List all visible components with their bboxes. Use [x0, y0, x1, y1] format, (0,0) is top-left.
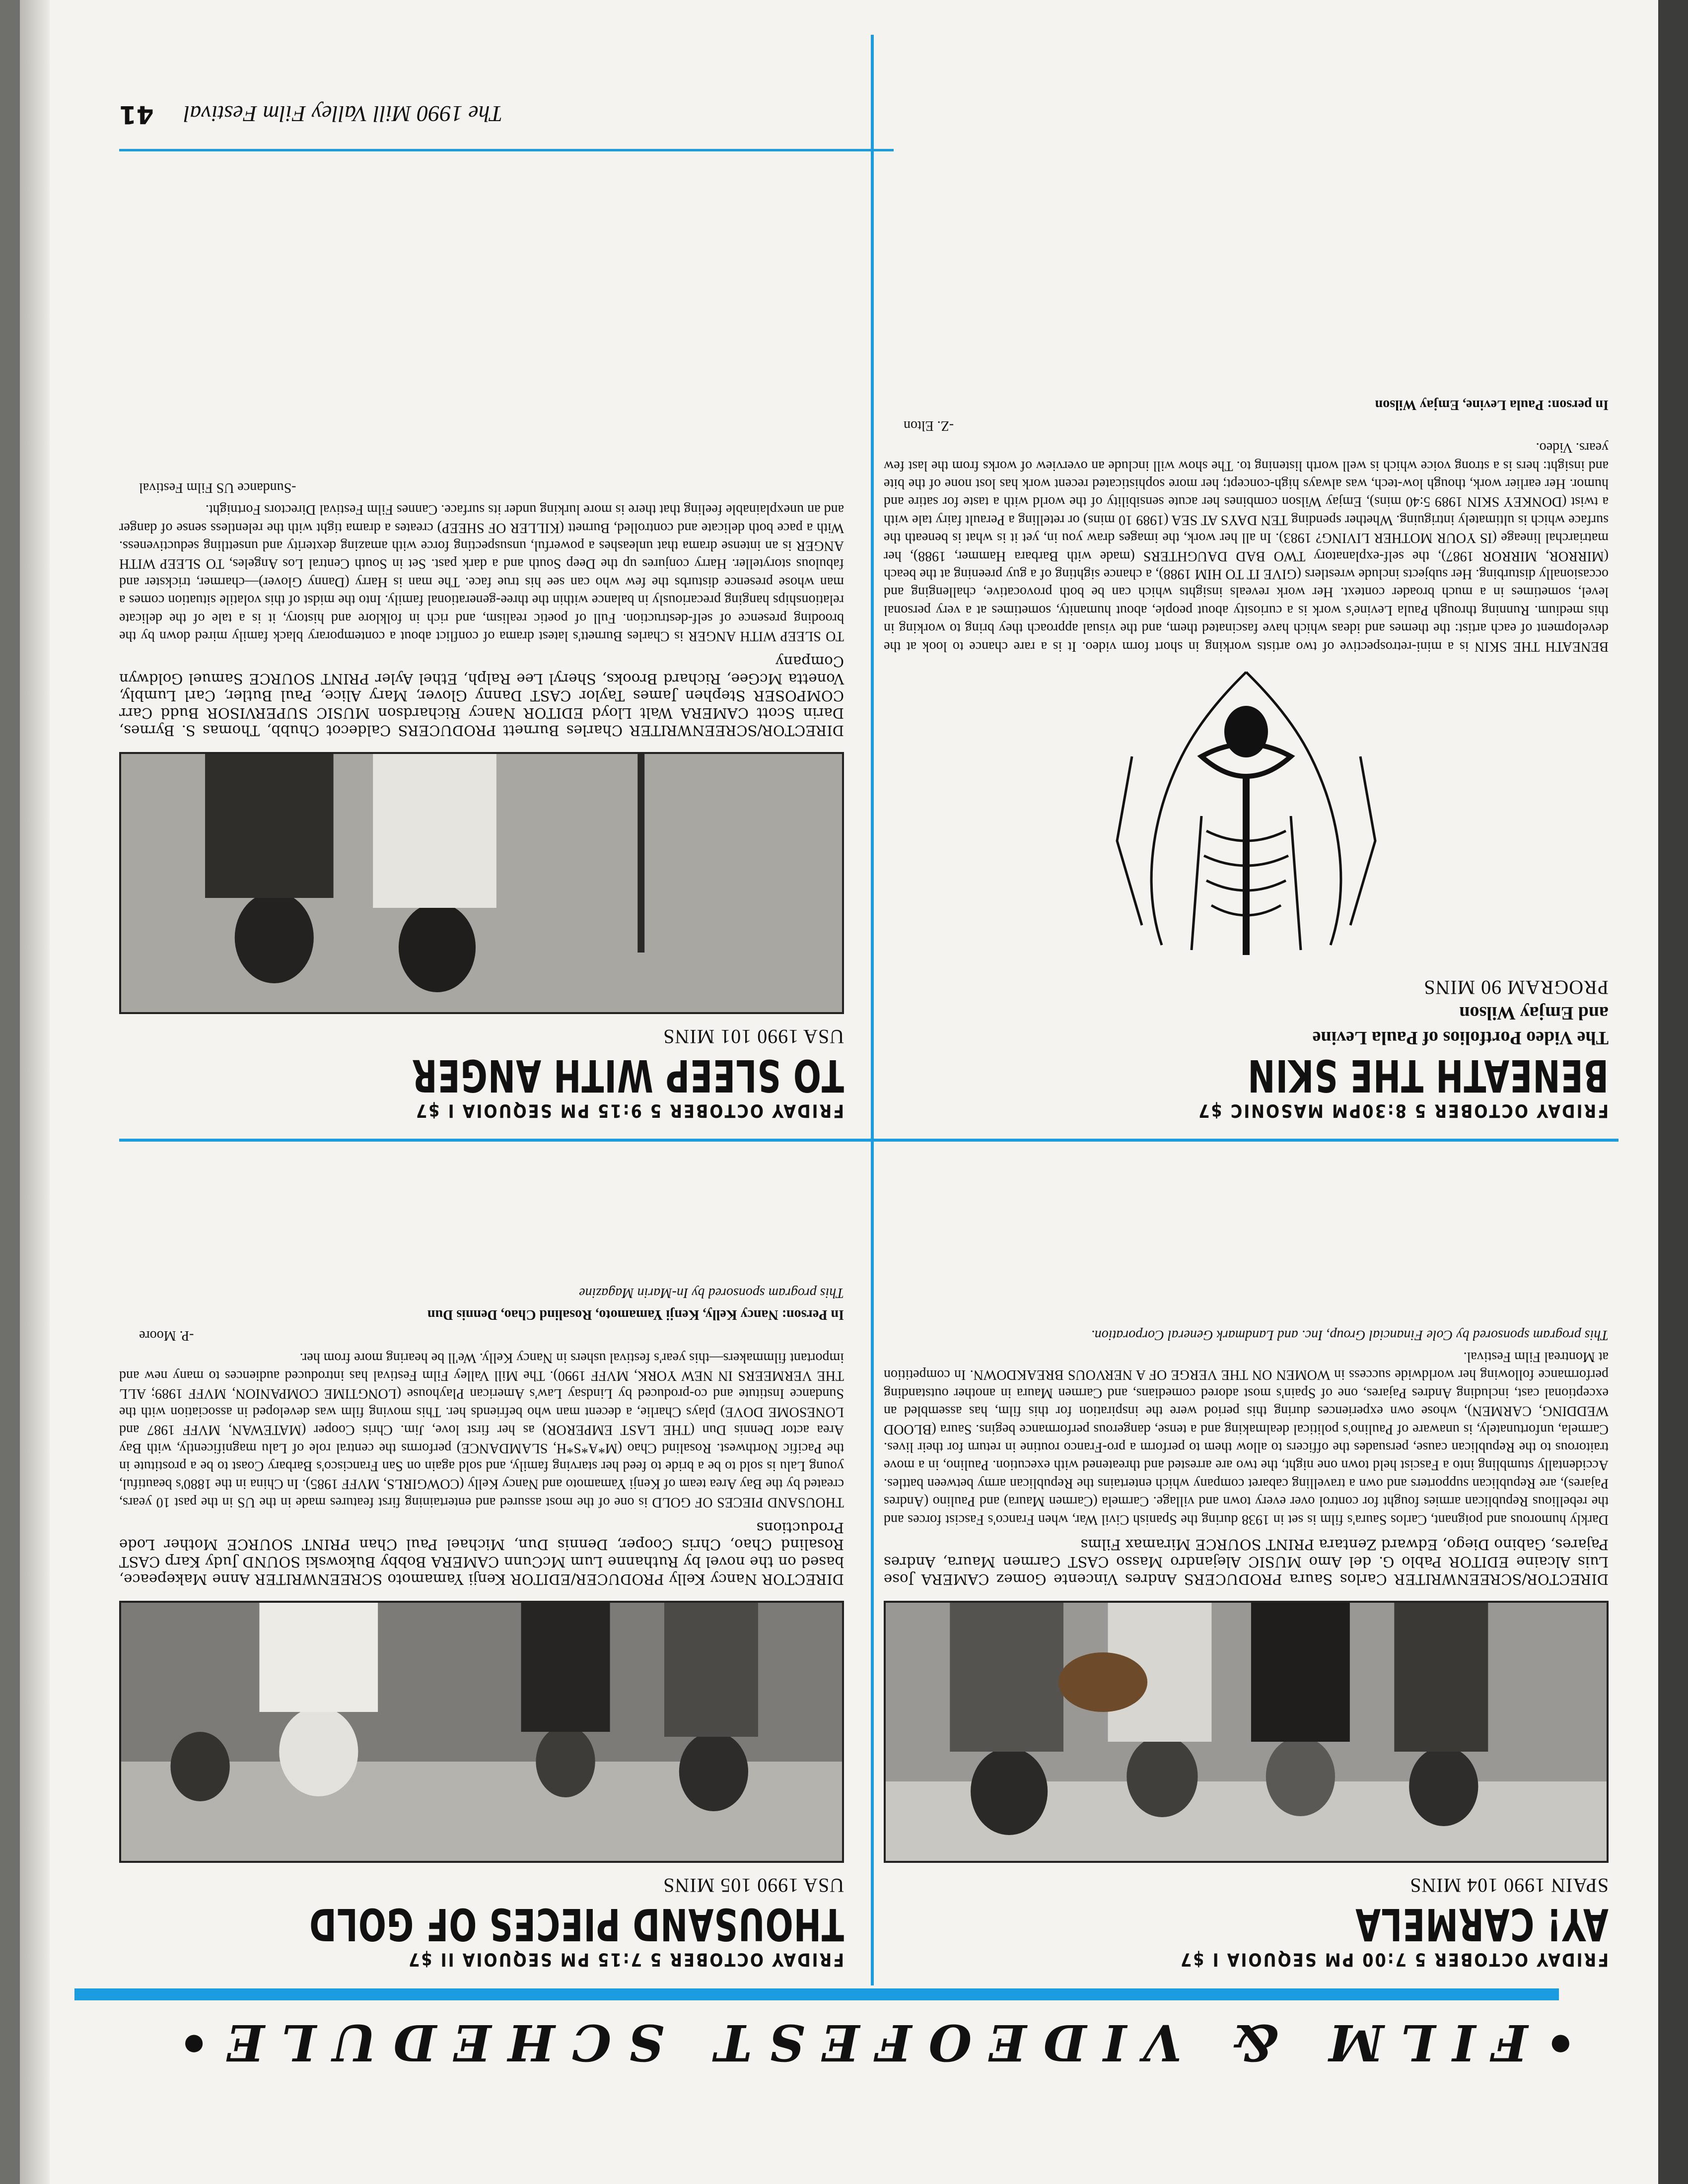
schedule-line: FRIDAY OCTOBER 5 7:00 PM SEQUOIA I $7 — [1179, 1949, 1609, 1971]
film-description: TO SLEEP WITH ANGER is Charles Burnett's latest drama of conflict about a contemporary black family mired down by the brooding presence of self-destruction. Full of poetic realism, and rich in folklore and history, it is a tale of the delicate relationships hanging precariously in balance within the three-generational family. Into the midst of this volatile situation comes a man whose presence disturbs the few who can see his true face. The man is Harry (Danny Glover)—charmer, trickster and fabulous storyteller. Harry conjures up the Deep South and a dark past. Set in South Central Los Angeles, TO SLEEP WITH ANGER is an intense drama that unleashes a powerful, unsuspecting force with amazing dexterity and unsettling seductiveness. With a pace both delicate and controlled, Burnett (KILLER OF SHEEP) creates a drama tight with the relentless sense of danger and an unexplainable feeling that there is more lurking under its surface. Cannes Film Festival Directors Fortnight. — [119, 502, 844, 644]
sponsor-note: This program sponsored by In-Marin Magazine — [579, 1285, 844, 1300]
film-title: THOUSAND PIECES OF GOLD — [309, 1898, 844, 1950]
film-meta: USA 1990 101 MINS — [663, 1025, 844, 1048]
column-divider — [871, 35, 874, 1985]
film-description: Darkly humorous and poignant, Carlos Saura's film is set in 1938 during the Spanish Civil War, when Franco's Fascist forces and the rebellious Republican armies fought for control over every town and village. Carmela (Carmen Maura) and Paulino (Andres Pajares), are Republican supporters and own a travelling cabaret company which entertains the Republican army between battles. Accidentally stumbling into a Fascist held town one night, the two are arrested and threatened with execution. Paulino, in a move traitorous to the Republican cause, persuades the officers to allow them to perform a pro-Franco routine in return for their lives. Carmela, unfortunately, is unaware of Paulino's political dealmaking and a tense, dangerous performance begins. Saura (BLOOD WEDDING, CARMEN), whose own experiences during this period were the inspiration for this film, has assembled an exceptional cast, including Andres Pajares, one of Spain's most adored comedians, and Carmen Maura in another outstanding performance following her worldwide success in WOMEN ON THE VERGE OF A NERVOUS BREAKDOWN. In competition at Montreal Film Festival. — [884, 1349, 1609, 1527]
footer-rule — [119, 149, 894, 151]
skeleton-drawing — [884, 667, 1609, 965]
page-number: 41 — [119, 100, 154, 129]
page-footer — [119, 94, 854, 129]
review-signature: -Sundance US Film Festival — [139, 479, 296, 495]
rotated-page-content — [50, 0, 1658, 2184]
film-still-image — [121, 1603, 842, 1861]
film-title: AY! CARMELA — [1355, 1898, 1609, 1950]
banner-rule — [74, 1988, 1559, 2000]
in-person-note: In Person: Nancy Kelly, Kenji Yamamoto, Rosalind Chao, Dennis Dun — [427, 1307, 844, 1323]
page-edge-shadow — [1658, 0, 1688, 2184]
film-entry-to-sleep-with-anger — [119, 476, 844, 1122]
program-subtitle: The Video Portfolios of Paula Levine — [1312, 1027, 1609, 1048]
film-still-photo — [119, 752, 844, 1014]
page-binding-shadow — [20, 0, 50, 2184]
publication-name: The 1990 Mill Valley Film Festival — [183, 101, 503, 127]
film-meta: PROGRAM 90 MINS — [1423, 976, 1609, 999]
skeleton-illustration — [884, 667, 1609, 965]
film-credits: DIRECTOR Nancy Kelly PRODUCER/EDITOR Kenji Yamamoto SCREENWRITER Anne Makepeace, based on the novel by Ruthanne Lum McCunn CAMERA Bobby Bukowski SOUND Judy Karp CAST Rosalind Chao, Chris Cooper, Dennis Dun, Michael Paul Chan PRINT SOURCE Mother Lode Productions — [119, 1519, 844, 1588]
film-description: THOUSAND PIECES OF GOLD is one of the most assured and entertaining first features made in the US in the past 10 years, created by the Bay Area team of Kenji Yamamoto and Nancy Kelly (COWGIRLS, MVFF 1985). In China in the 1880's beautiful, young Lalu is sold to be a bride to feed her starving family, and sold again on San Francisco's Barbary Coast to be a prostitute in the Pacific Northwest. Rosalind Chao (M*A*S*H, SLAMDANCE) performs the central role of Lalu magnificently, with Bay Area actor Dennis Dun (THE LAST EMPEROR) as her first love, Jim. Chris Cooper (MATEWAN, MVFF 1987 and LONESOME DOVE) plays Charlie, a decent man who befriends her. This moving film was developed in association with the Sundance Institute and co-produced by Lindsay Law's American Playhouse (LONGTIME COMPANION, MVFF 1989; ALL THE VERMEERS IN NEW YORK, MVFF 1990). The Mill Valley Film Festival has introduced audiences to many new and important filmmakers—this year's festival ushers in Nancy Kelly. We'll be hearing more from her. — [119, 1350, 844, 1510]
film-meta: USA 1990 105 MINS — [663, 1874, 844, 1897]
schedule-line: FRIDAY OCTOBER 5 8:30PM MASONIC $7 — [1197, 1100, 1609, 1122]
review-signature: -Z. Elton — [904, 417, 954, 433]
film-still-image — [121, 754, 842, 1012]
program-subtitle: and Emjay Wilson — [1459, 1003, 1609, 1024]
schedule-line: FRIDAY OCTOBER 5 9:15 PM SEQUOIA I $7 — [415, 1100, 844, 1122]
film-still-photo — [119, 1601, 844, 1863]
schedule-line: FRIDAY OCTOBER 5 7:15 PM SEQUOIA II $7 — [407, 1949, 844, 1971]
film-credits: DIRECTOR/SCREENWRITER Carlos Saura PRODUCERS Andres Vincente Gomez CAMERA Jose Luis Alcaine EDITOR Pablo G. del Amo MUSIC Alejandro Masso CAST Carmen Maura, Andres Pajares, Gabino Diego, Edward Zentara PRINT SOURCE Miramax Films — [884, 1536, 1609, 1588]
film-meta: SPAIN 1990 104 MINS — [1409, 1874, 1609, 1897]
film-title: BENEATH THE SKIN — [1247, 1049, 1609, 1101]
review-signature: -P. Moore — [139, 1328, 194, 1344]
film-entry-beneath-the-skin — [884, 396, 1609, 1122]
in-person-note: In person: Paula Levine, Emjay Wilson — [1375, 397, 1609, 412]
film-title: TO SLEEP WITH ANGER — [411, 1049, 844, 1101]
schedule-banner: •FILM & VIDEOFEST SCHEDULE• — [161, 2013, 1577, 2072]
film-description: BENEATH THE SKIN is a mini-retrospective of two artists working in short form video. It is a rare chance to look at the development of each artist: the themes and ideas which have fascinated them, and the visual approach they bring to working in this medium. Running through Paula Levine's work is a curiosity about people, about humanity, sometimes at a very personal level, sometimes in a much broader context. Her work reveals insights which can be both provocative, challenging and occasionally disturbing. Her subjects include wrestlers (GIVE IT TO HIM 1988), a chance sighting of a guy preening at the beach (MIRROR, MIRROR 1987), the self-explanatory TWO BAD DAUGHTERS (made with Barbara Hammer, 1988), her matriarchal lineage (IS YOUR MOTHER LIVING? 1983). In all her work, the images draw you in, yet it is what is beneath the surface which is ultimately intriguing. Whether spending TEN DAYS AT SEA (1989 10 mins) or retelling a Perault fairy tale with a twist (DONKEY SKIN 1989 5:40 mins), Emjay Wilson combines her acute sensibility of the world with a taste for satire and humor. Her earlier work, though low-tech, was always high-concept; her more sophisticated recent work has lost none of the bite and insight: hers is a strong voice which is well worth listening to. The show will include an overview of works from the last few years. Video. — [884, 440, 1609, 654]
film-entry-ay-carmela — [884, 1327, 1609, 1971]
row-divider — [119, 1139, 1618, 1142]
film-entry-thousand-pieces-of-gold — [119, 1285, 844, 1971]
film-still-photo — [884, 1601, 1609, 1863]
film-credits: DIRECTOR/SCREENWRITER Charles Burnett PRODUCERS Caldecot Chubb, Thomas S. Byrnes, Darin Scott CAMERA Walt Lloyd EDITOR Nancy Richardson MUSIC SUPERVISOR Budd Carr COMPOSER Stephen James Taylor CAST Danny Glover, Mary Alice, Paul Butler, Carl Lumbly, Vonetta McGee, Richard Brooks, Sheryl Lee Ralph, Ethel Ayler PRINT SOURCE Samuel Goldwyn Company — [119, 653, 844, 739]
film-still-image — [886, 1603, 1607, 1861]
sponsor-note: This program sponsored by Cole Financial Group, Inc. and Landmark General Corporation. — [1091, 1327, 1609, 1343]
